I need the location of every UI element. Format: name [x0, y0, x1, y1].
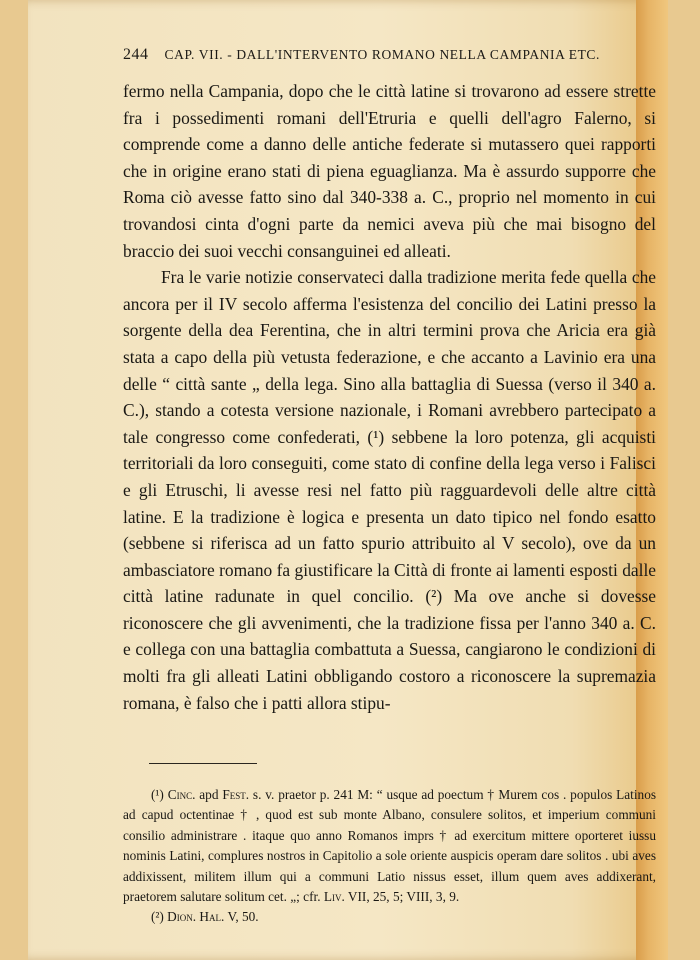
cited-author: Dion. Hal.	[167, 909, 225, 925]
footnote	[123, 907, 656, 927]
page-number: 244	[123, 46, 149, 63]
running-title: CAP. VII. - DALL'INTERVENTO ROMANO NELLA CAMPANIA ETC.	[164, 47, 600, 62]
footnote-text: s. v. praetor p. 241 M: “ usque ad poectum † Murem cos . populos Latinos ad capud octentinae † , quod est sub monte Albano, consulere solitos, et imperium communi consilio administrare . itaque quo anno Romanos imprs † ad exercitum mittere oporteret iussu nominis Latini, complures nostros in Capitolio a sole oriente auspicis operam dare solitos . ubi aves addixissent, militem illum qui a communi Latio nissus esset, illum quem aves addixerant, praetorem salutare solitum cet. „; cfr.	[123, 787, 657, 905]
footnote-separator	[149, 763, 257, 764]
footnote	[123, 785, 656, 907]
paragraph: Fra le varie notizie conservateci dalla tradizione merita fede quella che ancora per il IV secolo afferma l'esistenza del concilio dei Latini presso la sorgente della dea Ferentina, che in altri termini prova che Aricia era già stata a capo della più vetusta federazione, e che accanto a Lavinio era una delle “ città sante „ della lega. Sino alla battaglia di Suessa (verso il 340 a. C.), stando a cotesta versione nazionale, i Romani avrebbero partecipato a tale congresso come confederati, (¹) sebbene la loro potenza, gli acquisti territoriali da loro conseguiti, come stato di confine della lega verso i Falisci e gli Etruschi, li avesse resi nel fatto più ragguardevoli delle altre città latine. E la tradizione è logica e presenta un dato tipico nel fondo esatto (sebbene si riferisca ad un fatto spurio attribuito al V secolo), ove da un ambasciatore romano fa giustificare la Città di fronte ai lamenti esposti dalle città latine radunate in quel concilio. (²) Ma ove anche si dovesse riconoscere che gli avvenimenti, che la tradizione fissa per l'anno 340 a. C. e collega con una battaglia combattuta a Suessa, cangiarono le condizioni di molti fra gli alleati Latini obbligando costoro a riconoscere la supremazia romana, è falso che i patti allora stipu-	[123, 267, 656, 713]
footnote-text: V, 50.	[227, 909, 259, 925]
paragraph: fermo nella Campania, dopo che le città latine si trovarono ad essere strette fra i possedimenti romani dell'Etruria e quelli dell'agro Falerno, si comprende come a danno delle antiche federate si mutassero quei rapporti che in origine erano stati di piena eguaglianza. Ma è assurdo supporre che Roma ciò avesse fatto sino dal 340-338 a. C., proprio nel momento in cui trovandosi cinta d'ogni parte da nemici aveva più che mai bisogno del braccio dei suoi vecchi consanguinei ed alleati.	[123, 81, 656, 261]
main-text	[123, 78, 656, 716]
footnotes	[123, 785, 656, 928]
book-page	[28, 0, 668, 960]
cited-author: Liv.	[323, 889, 345, 905]
footnote-text: apd	[199, 787, 219, 802]
footnote-text: VII, 25, 5; VIII, 3, 9.	[347, 889, 460, 905]
running-header	[123, 46, 683, 64]
cited-author: Cinc.	[167, 787, 196, 802]
cited-author: Fest.	[222, 787, 250, 802]
footnote-marker: (¹)	[151, 787, 164, 802]
footnote-marker: (²)	[151, 909, 164, 925]
